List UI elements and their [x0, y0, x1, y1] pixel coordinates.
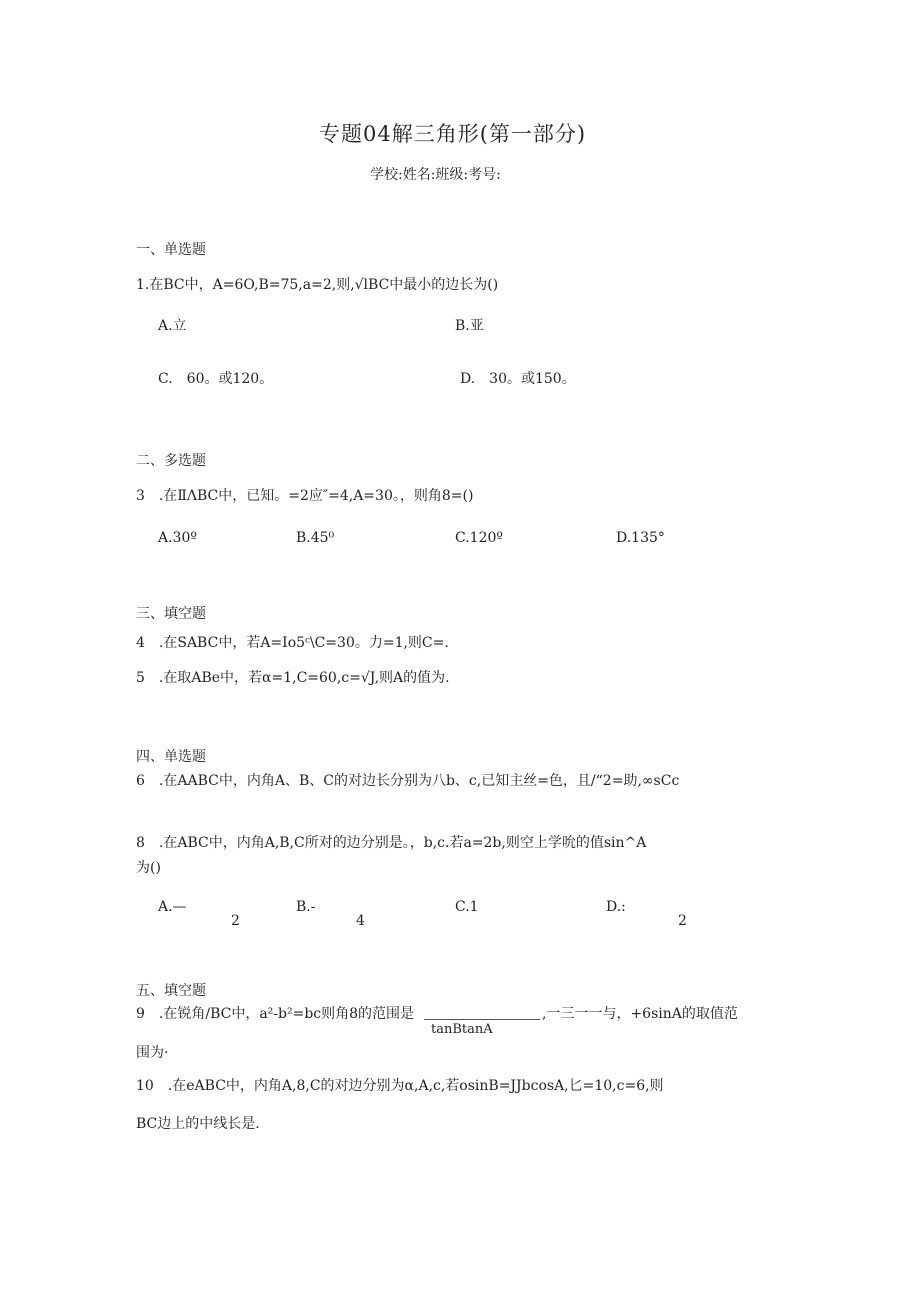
question-8-option-b: B.- [296, 899, 316, 915]
question-1-stem: 1.在BC中，A=6O,B=75,a=2,则,√lBC中最小的边长为() [136, 277, 499, 293]
question-8-option-a: A.— [158, 899, 187, 915]
question-9-answer-blank [424, 1019, 540, 1020]
question-6-stem: 6 .在AABC中，内角A、B、C的对边长分别为八b、c,已知主丝=色，且/“2=助,∞sCc [136, 773, 680, 789]
question-8-option-d: D.: [606, 899, 626, 915]
question-10-stem-line2: BC边上的中线长是. [136, 1116, 260, 1132]
question-3-option-b: B.45⁰ [296, 530, 335, 546]
question-5-stem: 5 .在取ABe中，若α=1,C=60,c=√J,则A的值为. [136, 670, 450, 686]
question-3-stem: 3 .在ⅡΛBC中，已知。=2应″=4,A=30。，则角8=() [136, 488, 474, 504]
question-3-option-a: A.30º [158, 530, 197, 546]
question-4-stem: 4 .在SABC中，若A=Io5ᶜ\C=30。力=1,则C=. [136, 635, 449, 651]
question-8-stem: 8 .在ABC中，内角A,B,C所对的边分别是。，b,c.若a=2b,则空上学吮的值sin^A [136, 835, 647, 851]
question-9-fraction-denominator: tanBtanA [431, 1022, 493, 1037]
question-9-stem-cont: ,一三一一与，+6sinA的取值范 [542, 1006, 738, 1022]
section-heading: 一、单选题 [136, 242, 206, 258]
question-8-option-a-denominator: 2 [231, 913, 240, 929]
question-8-stem-cont: 为() [136, 860, 161, 876]
section-heading: 三、填空题 [136, 606, 206, 622]
question-9-stem-line2: 围为· [136, 1045, 169, 1061]
section-heading: 五、填空题 [136, 983, 206, 999]
section-heading: 四、单选题 [136, 749, 206, 765]
question-1-option-a: A.立 [158, 318, 187, 334]
page-title: 专题04解三角形(第一部分) [319, 122, 587, 146]
question-10-stem: 10 .在eABC中，内角A,8,C的对边分别为α,A,c,若osinB=JJbcosA,匕=10,c=6,则 [136, 1078, 664, 1094]
section-heading: 二、多选题 [136, 453, 206, 469]
question-8-option-d-denominator: 2 [678, 913, 687, 929]
question-1-option-c: C. 60。或120。 [158, 371, 274, 387]
question-8-option-b-denominator: 4 [356, 913, 365, 929]
student-info-line: 学校:姓名:班级:考号: [370, 167, 501, 183]
question-9-stem: 9 .在锐角/BC中，a²-b²=bc则角8的范围是 [136, 1006, 415, 1022]
question-3-option-d: D.135° [616, 530, 665, 546]
question-8-option-c: C.1 [455, 899, 479, 915]
question-1-option-d: D. 30。或150。 [460, 371, 576, 387]
question-1-option-b: B.亚 [455, 318, 484, 334]
question-3-option-c: C.120º [455, 530, 503, 546]
